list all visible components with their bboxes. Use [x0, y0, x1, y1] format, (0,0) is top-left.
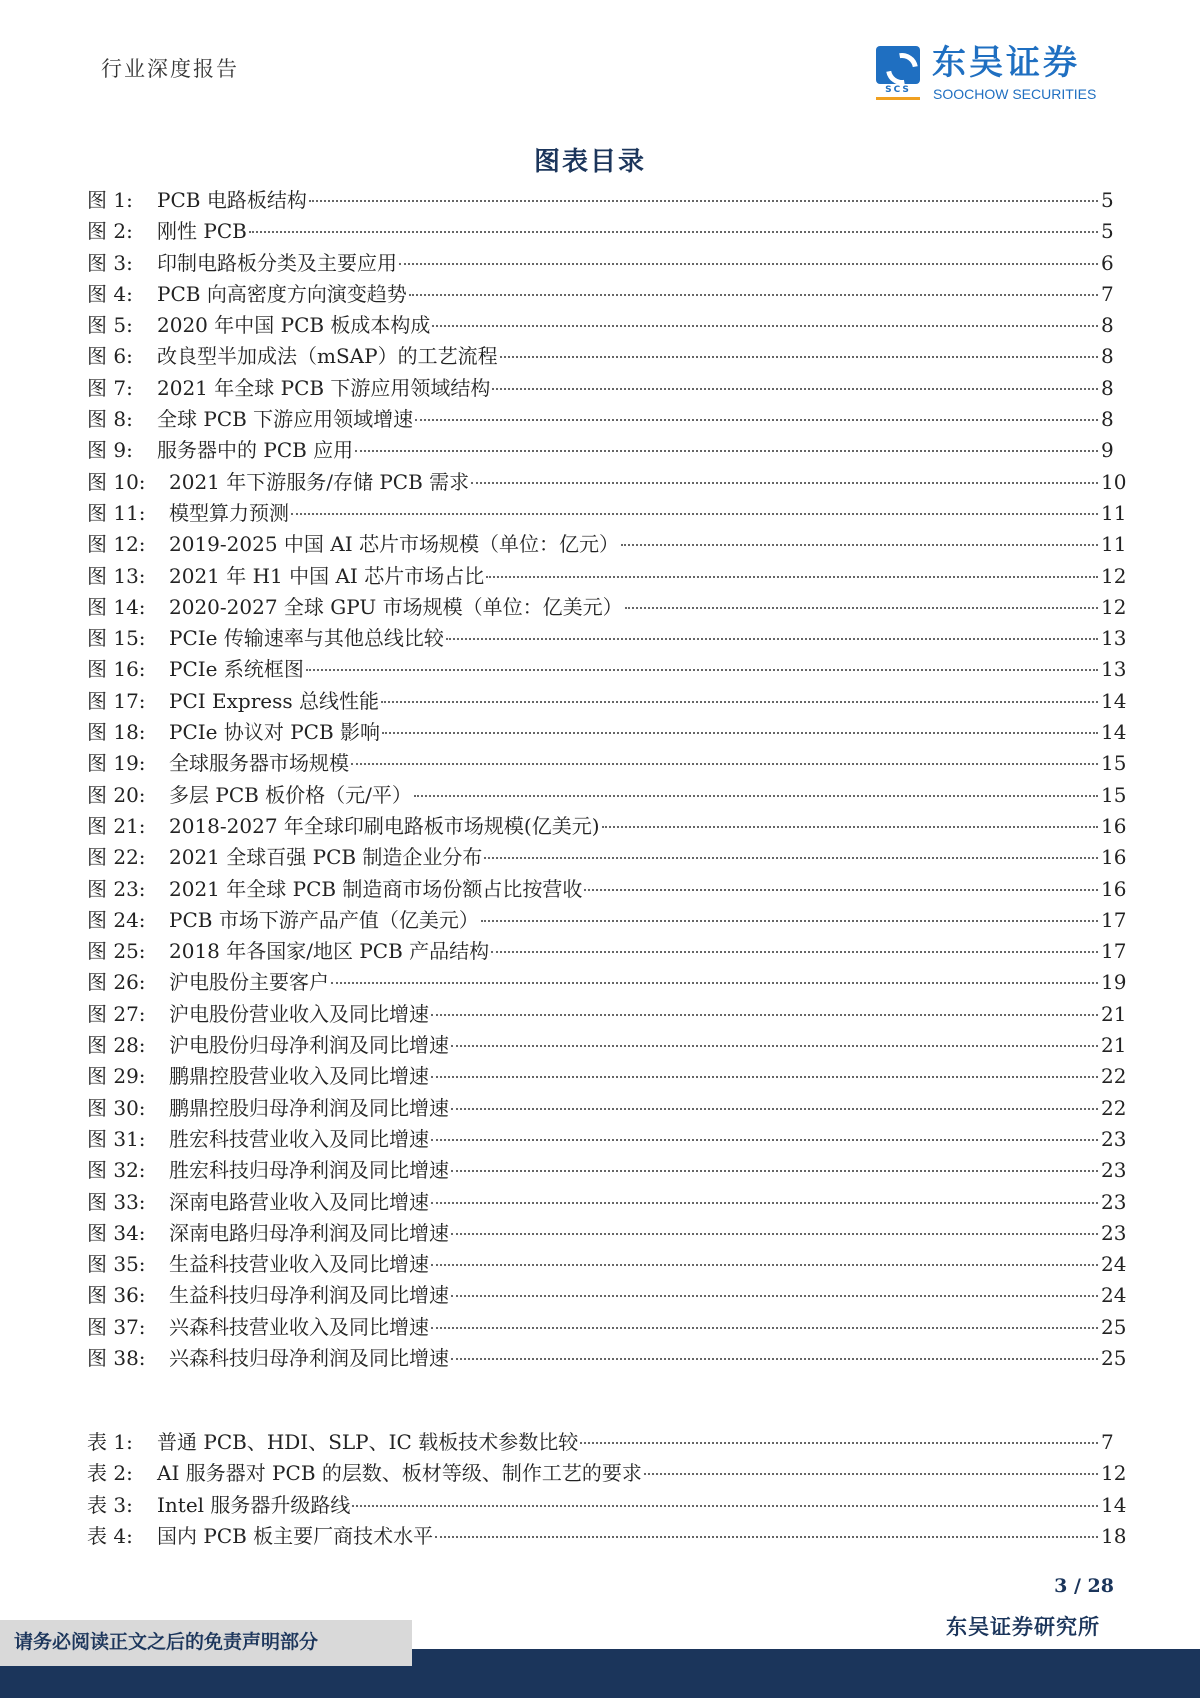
- toc-entry[interactable]: [87, 812, 1127, 843]
- entry-title: 改良型半加成法（mSAP）的工艺流程: [157, 344, 498, 369]
- entry-title: 生益科技营业收入及同比增速: [169, 1252, 429, 1277]
- entry-label: 图 38:: [87, 1345, 146, 1370]
- entry-title: PCIe 协议对 PCB 影响: [169, 720, 381, 745]
- dot-leader: [451, 1170, 1098, 1172]
- entry-label: 图 26:: [87, 970, 146, 995]
- entry-page: 19: [1101, 970, 1127, 995]
- dot-leader: [491, 951, 1098, 953]
- entry-page: 14: [1101, 688, 1127, 713]
- toc-entry[interactable]: [87, 217, 1127, 248]
- toc-entry[interactable]: [87, 1000, 1127, 1031]
- dot-leader: [471, 482, 1098, 484]
- page-number: 3 / 28: [1054, 1575, 1114, 1597]
- entry-title: 2021 全球百强 PCB 制造企业分布: [169, 845, 483, 870]
- entry-title: 国内 PCB 板主要厂商技术水平: [157, 1523, 434, 1548]
- entry-label: 表 3:: [87, 1492, 133, 1517]
- toc-entry[interactable]: [87, 1491, 1127, 1522]
- entry-label: 图 3:: [87, 250, 133, 275]
- dot-leader: [451, 1233, 1098, 1235]
- entry-label: 图 28:: [87, 1033, 146, 1058]
- entry-label: 图 5:: [87, 313, 133, 338]
- toc-entry[interactable]: [87, 937, 1127, 968]
- entry-label: 图 27:: [87, 1001, 146, 1026]
- entry-page: 11: [1101, 500, 1127, 525]
- entry-page: 15: [1101, 751, 1127, 776]
- entry-title: PCI Express 总线性能: [169, 688, 379, 713]
- dot-leader: [431, 1014, 1098, 1016]
- entry-title: 沪电股份营业收入及同比增速: [169, 1001, 429, 1026]
- toc-entry[interactable]: [87, 593, 1127, 624]
- toc-entry[interactable]: [87, 562, 1127, 593]
- entry-label: 图 34:: [87, 1220, 146, 1245]
- dot-leader: [451, 1108, 1098, 1110]
- toc-entry[interactable]: [87, 530, 1127, 561]
- entry-label: 图 21:: [87, 813, 146, 838]
- toc-entry[interactable]: [87, 1281, 1127, 1312]
- scs-logo-icon: [876, 46, 920, 84]
- dot-leader: [414, 795, 1098, 797]
- entry-title: 2018-2027 年全球印刷电路板市场规模(亿美元): [169, 813, 600, 838]
- toc-entry[interactable]: [87, 781, 1127, 812]
- toc-entry[interactable]: [87, 1094, 1127, 1125]
- entry-page: 9: [1101, 438, 1114, 463]
- toc-entry[interactable]: [87, 1459, 1127, 1490]
- entry-page: 8: [1101, 313, 1114, 338]
- entry-page: 18: [1101, 1523, 1127, 1548]
- dot-leader: [584, 889, 1098, 891]
- entry-label: 图 6:: [87, 344, 133, 369]
- entry-title: AI 服务器对 PCB 的层数、板材等级、制作工艺的要求: [157, 1461, 642, 1486]
- dot-leader: [451, 1045, 1098, 1047]
- entry-page: 17: [1101, 907, 1127, 932]
- dot-leader: [352, 1505, 1098, 1507]
- logo-bar: [876, 97, 920, 100]
- entry-label: 图 10:: [87, 469, 146, 494]
- entry-label: 图 35:: [87, 1252, 146, 1277]
- entry-title: 2019-2025 中国 AI 芯片市场规模（单位：亿元）: [169, 532, 619, 557]
- dot-leader: [500, 356, 1098, 358]
- logo-abbr: SCS: [885, 85, 911, 95]
- entry-page: 22: [1101, 1095, 1127, 1120]
- entry-page: 8: [1101, 375, 1114, 400]
- entry-label: 图 36:: [87, 1283, 146, 1308]
- entry-label: 图 18:: [87, 720, 146, 745]
- dot-leader: [481, 920, 1098, 922]
- entry-label: 图 16:: [87, 657, 146, 682]
- entry-title: 普通 PCB、HDI、SLP、IC 载板技术参数比较: [157, 1430, 579, 1454]
- toc-entry[interactable]: [87, 249, 1127, 280]
- toc-entry[interactable]: [87, 718, 1127, 749]
- toc-entry[interactable]: [87, 843, 1127, 874]
- entry-title: PCIe 传输速率与其他总线比较: [169, 626, 444, 651]
- report-type: 行业深度报告: [101, 57, 239, 81]
- dot-leader: [409, 294, 1098, 296]
- entry-label: 图 14:: [87, 594, 146, 619]
- entry-label: 图 12:: [87, 532, 146, 557]
- entry-page: 13: [1101, 657, 1127, 682]
- toc-entry[interactable]: [87, 1125, 1127, 1156]
- dot-leader: [580, 1442, 1098, 1444]
- entry-page: 8: [1101, 344, 1114, 369]
- toc-entry[interactable]: [87, 655, 1127, 686]
- toc-entry[interactable]: [87, 499, 1127, 530]
- entry-title: 2021 年 H1 中国 AI 芯片市场占比: [169, 563, 485, 588]
- entry-page: 13: [1101, 626, 1127, 651]
- entry-page: 15: [1101, 782, 1127, 807]
- entry-title: PCB 电路板结构: [157, 188, 307, 212]
- dot-leader: [381, 701, 1098, 703]
- dot-leader: [355, 450, 1098, 452]
- entry-title: 全球服务器市场规模: [169, 751, 349, 776]
- dot-leader: [451, 1295, 1098, 1297]
- entry-label: 表 1:: [87, 1430, 133, 1454]
- entry-page: 22: [1101, 1064, 1127, 1089]
- table-list: [87, 1428, 1127, 1553]
- entry-title: 多层 PCB 板价格（元/平）: [169, 782, 412, 807]
- dot-leader: [486, 576, 1098, 578]
- dot-leader: [446, 638, 1098, 640]
- entry-label: 图 32:: [87, 1158, 146, 1183]
- entry-label: 图 29:: [87, 1064, 146, 1089]
- toc-entry[interactable]: [87, 280, 1127, 311]
- entry-label: 图 20:: [87, 782, 146, 807]
- entry-label: 图 17:: [87, 688, 146, 713]
- entry-label: 图 8:: [87, 407, 133, 432]
- entry-title: 2021 年全球 PCB 制造商市场份额占比按营收: [169, 876, 583, 901]
- entry-title: 刚性 PCB: [157, 219, 247, 244]
- entry-label: 图 11:: [87, 500, 146, 525]
- toc-entry[interactable]: [87, 1031, 1127, 1062]
- entry-page: 24: [1101, 1283, 1127, 1308]
- toc-entry[interactable]: [87, 1313, 1127, 1344]
- institute-name: 东吴证券研究所: [946, 1614, 1100, 1639]
- entry-page: 12: [1101, 594, 1127, 619]
- entry-title: PCB 市场下游产品产值（亿美元）: [169, 907, 479, 932]
- entry-page: 23: [1101, 1220, 1127, 1245]
- toc-entry[interactable]: [87, 875, 1127, 906]
- toc-entry[interactable]: [87, 1156, 1127, 1187]
- entry-page: 16: [1101, 845, 1127, 870]
- entry-page: 16: [1101, 813, 1127, 838]
- entry-title: 兴森科技归母净利润及同比增速: [169, 1345, 449, 1370]
- dot-leader: [451, 1358, 1098, 1360]
- entry-page: 5: [1101, 188, 1114, 212]
- entry-title: 胜宏科技营业收入及同比增速: [169, 1126, 429, 1151]
- dot-leader: [431, 1264, 1098, 1266]
- entry-label: 表 4:: [87, 1523, 133, 1548]
- toc-entry[interactable]: [87, 374, 1127, 405]
- entry-page: 7: [1101, 281, 1114, 306]
- toc-entry[interactable]: [87, 436, 1127, 467]
- entry-title: 2018 年各国家/地区 PCB 产品结构: [169, 939, 490, 964]
- dot-leader: [625, 607, 1098, 609]
- entry-label: 图 30:: [87, 1095, 146, 1120]
- entry-page: 6: [1101, 250, 1114, 275]
- entry-page: 16: [1101, 876, 1127, 901]
- entry-title: 生益科技归母净利润及同比增速: [169, 1283, 449, 1308]
- toc-entry[interactable]: [87, 186, 1127, 217]
- toc-entry[interactable]: [87, 1344, 1127, 1375]
- toc-entry[interactable]: [87, 968, 1127, 999]
- entry-title: 沪电股份归母净利润及同比增速: [169, 1033, 449, 1058]
- toc-entry[interactable]: [87, 906, 1127, 937]
- entry-page: 10: [1101, 469, 1127, 494]
- disclaimer-box: [0, 1620, 412, 1666]
- entry-title: 印制电路板分类及主要应用: [157, 250, 397, 275]
- disclaimer-text: 请务必阅读正文之后的免责声明部分: [14, 1631, 319, 1653]
- dot-leader: [399, 263, 1098, 265]
- entry-label: 图 9:: [87, 438, 133, 463]
- dot-leader: [644, 1473, 1098, 1475]
- toc-entry[interactable]: [87, 1188, 1127, 1219]
- entry-title: 兴森科技营业收入及同比增速: [169, 1314, 429, 1339]
- entry-page: 23: [1101, 1126, 1127, 1151]
- entry-page: 17: [1101, 939, 1127, 964]
- toc-entry[interactable]: [87, 468, 1127, 499]
- entry-label: 图 15:: [87, 626, 146, 651]
- soochow-securities-logo: [876, 44, 1116, 106]
- dot-leader: [484, 857, 1098, 859]
- entry-title: 沪电股份主要客户: [169, 970, 329, 995]
- dot-leader: [306, 669, 1098, 671]
- dot-leader: [621, 544, 1098, 546]
- dot-leader: [432, 325, 1098, 327]
- dot-leader: [602, 826, 1098, 828]
- entry-title: 2021 年下游服务/存储 PCB 需求: [169, 469, 470, 494]
- entry-title: 胜宏科技归母净利润及同比增速: [169, 1158, 449, 1183]
- dot-leader: [415, 419, 1098, 421]
- entry-title: 模型算力预测: [169, 500, 289, 525]
- entry-page: 25: [1101, 1314, 1127, 1339]
- entry-title: 鹏鼎控股归母净利润及同比增速: [169, 1095, 449, 1120]
- entry-label: 图 22:: [87, 845, 146, 870]
- toc-entry[interactable]: [87, 1250, 1127, 1281]
- entry-title: 深南电路归母净利润及同比增速: [169, 1220, 449, 1245]
- entry-page: 21: [1101, 1033, 1127, 1058]
- toc-entry[interactable]: [87, 311, 1127, 342]
- entry-label: 表 2:: [87, 1461, 133, 1486]
- entry-label: 图 13:: [87, 563, 146, 588]
- dot-leader: [435, 1536, 1098, 1538]
- entry-label: 图 4:: [87, 281, 133, 306]
- toc-entry[interactable]: [87, 749, 1127, 780]
- entry-page: 12: [1101, 1461, 1127, 1486]
- dot-leader: [382, 732, 1098, 734]
- dot-leader: [249, 231, 1098, 233]
- entry-label: 图 23:: [87, 876, 146, 901]
- toc-entry[interactable]: [87, 405, 1127, 436]
- logo-cn: 东吴证券: [932, 43, 1080, 83]
- entry-label: 图 37:: [87, 1314, 146, 1339]
- entry-page: 12: [1101, 563, 1127, 588]
- entry-page: 23: [1101, 1189, 1127, 1214]
- entry-title: 深南电路营业收入及同比增速: [169, 1189, 429, 1214]
- entry-page: 24: [1101, 1252, 1127, 1277]
- entry-page: 23: [1101, 1158, 1127, 1183]
- figure-list: [87, 186, 1127, 1375]
- entry-page: 14: [1101, 1492, 1127, 1517]
- entry-title: Intel 服务器升级路线: [157, 1492, 351, 1517]
- dot-leader: [431, 1076, 1098, 1078]
- dot-leader: [331, 982, 1098, 984]
- dot-leader: [351, 763, 1098, 765]
- toc-entry[interactable]: [87, 624, 1127, 655]
- entry-label: 图 2:: [87, 219, 133, 244]
- entry-title: 2020 年中国 PCB 板成本构成: [157, 313, 431, 338]
- entry-page: 14: [1101, 720, 1127, 745]
- entry-page: 5: [1101, 219, 1114, 244]
- dot-leader: [309, 200, 1098, 202]
- entry-label: 图 24:: [87, 907, 146, 932]
- toc-entry[interactable]: [87, 687, 1127, 718]
- toc-entry[interactable]: [87, 1219, 1127, 1250]
- dot-leader: [291, 513, 1098, 515]
- dot-leader: [492, 388, 1098, 390]
- entry-label: 图 31:: [87, 1126, 146, 1151]
- entry-page: 11: [1101, 532, 1127, 557]
- entry-label: 图 7:: [87, 375, 133, 400]
- dot-leader: [431, 1202, 1098, 1204]
- dot-leader: [431, 1139, 1098, 1141]
- entry-page: 7: [1101, 1430, 1114, 1454]
- entry-page: 8: [1101, 407, 1114, 432]
- entry-title: 2021 年全球 PCB 下游应用领域结构: [157, 375, 491, 400]
- entry-page: 25: [1101, 1345, 1127, 1370]
- entry-title: 服务器中的 PCB 应用: [157, 438, 354, 463]
- entry-title: 全球 PCB 下游应用领域增速: [157, 407, 414, 432]
- toc-entry[interactable]: [87, 1062, 1127, 1093]
- logo-en: SOOCHOW SECURITIES: [933, 86, 1097, 102]
- dot-leader: [431, 1327, 1098, 1329]
- entry-title: PCIe 系统框图: [169, 657, 304, 682]
- entry-page: 21: [1101, 1001, 1127, 1026]
- toc-entry[interactable]: [87, 342, 1127, 373]
- entry-label: 图 25:: [87, 939, 146, 964]
- entry-title: 鹏鼎控股营业收入及同比增速: [169, 1064, 429, 1089]
- page-title: 图表目录: [533, 147, 646, 177]
- entry-title: 2020-2027 全球 GPU 市场规模（单位：亿美元）: [169, 594, 623, 619]
- entry-label: 图 19:: [87, 751, 146, 776]
- entry-label: 图 33:: [87, 1189, 146, 1214]
- toc-entry[interactable]: [87, 1428, 1127, 1459]
- entry-label: 图 1:: [87, 188, 133, 212]
- toc-entry[interactable]: [87, 1522, 1127, 1553]
- entry-title: PCB 向高密度方向演变趋势: [157, 281, 407, 306]
